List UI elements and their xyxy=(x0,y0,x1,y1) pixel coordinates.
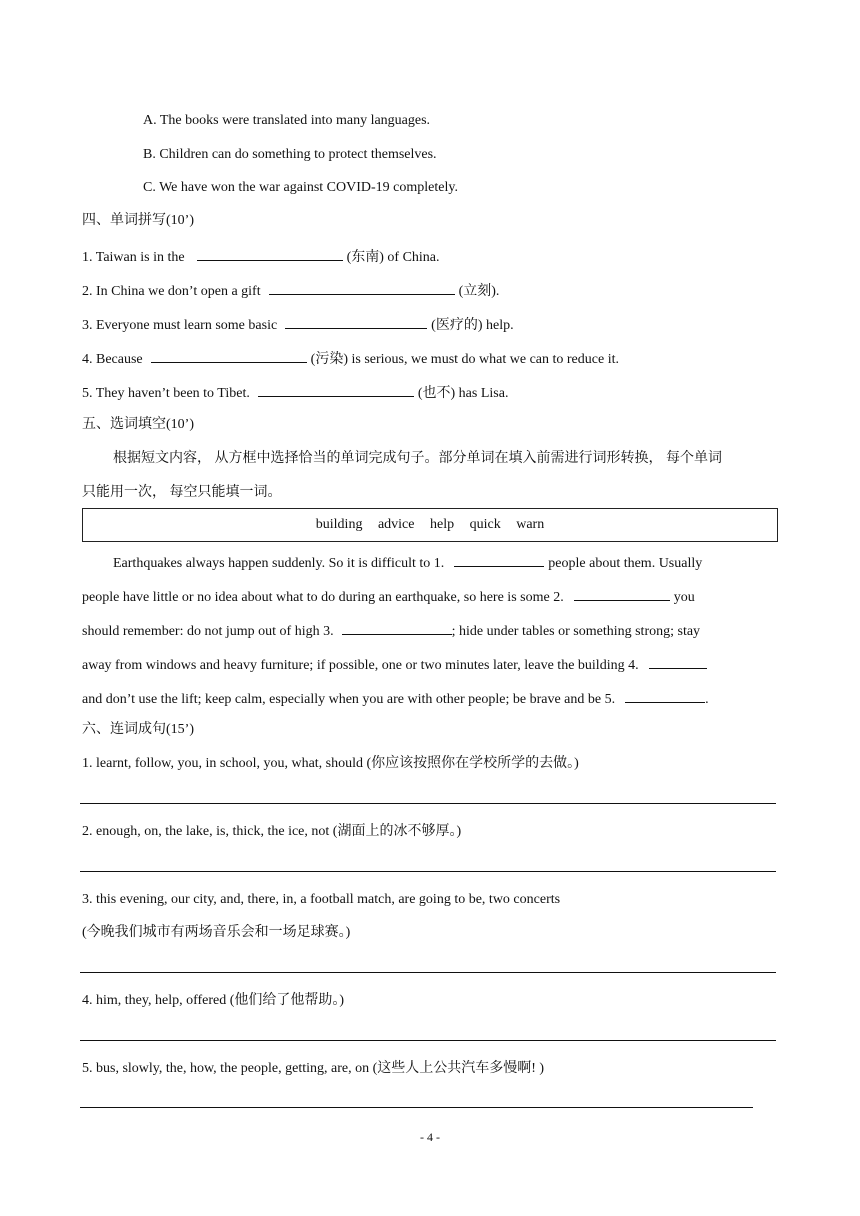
spelling-item-text: 1. Taiwan is in the xyxy=(82,250,185,265)
answer-line-1[interactable] xyxy=(80,803,776,804)
sentence-question-3-translation: (今晚我们城市有两场音乐会和一场足球赛。) xyxy=(82,925,351,940)
answer-line-2[interactable] xyxy=(80,871,776,872)
word-bank-item: quick xyxy=(469,517,501,532)
section-title-fill-in: 五、选词填空(10’) xyxy=(82,417,194,432)
sentence-question-2: 2. enough, on, the lake, is, thick, the ice, not (湖面上的冰不够厚。) xyxy=(82,824,462,839)
passage-text: you xyxy=(673,590,695,605)
spelling-item-text: 2. In China we don’t open a gift xyxy=(82,284,261,299)
passage-text: people about them. Usually xyxy=(548,556,703,571)
word-bank xyxy=(82,508,778,542)
instructions-line-2: 只能用一次， 每空只能填一词。 xyxy=(82,485,282,500)
spelling-item-text: 5. They haven’t been to Tibet. xyxy=(82,386,250,401)
answer-blank[interactable] xyxy=(285,316,427,329)
word-bank-item: building xyxy=(315,517,363,532)
answer-blank[interactable] xyxy=(258,384,414,397)
option-a: A. The books were translated into many languages. xyxy=(143,113,431,128)
instructions-line-1: 根据短文内容， 从方框中选择恰当的单词完成句子。部分单词在填入前需进行词形转换， 每个单词 xyxy=(113,451,722,466)
spelling-item-2 xyxy=(82,282,499,299)
spelling-item-1 xyxy=(82,248,440,265)
section-title-sentence-building: 六、连词成句(15’) xyxy=(82,722,194,737)
spelling-item-3 xyxy=(82,316,514,333)
passage-text: people have little or no idea about what to do during an earthquake, so here is some 2. xyxy=(82,590,564,605)
passage-line-5 xyxy=(82,690,709,707)
spelling-item-hint: (污染) is serious, we must do what we can to reduce it. xyxy=(310,352,619,367)
sentence-question-3: 3. this evening, our city, and, there, in, a football match, are going to be, two concerts xyxy=(82,892,561,907)
passage-text: ; hide under tables or something strong; stay xyxy=(451,624,701,639)
answer-line-5[interactable] xyxy=(80,1107,753,1108)
passage-line-4 xyxy=(82,656,711,673)
spelling-item-hint: (东南) of China. xyxy=(346,250,440,265)
spelling-item-text: 4. Because xyxy=(82,352,143,367)
sentence-question-1: 1. learnt, follow, you, in school, you, what, should (你应该按照你在学校所学的去做。) xyxy=(82,756,579,771)
passage-blank-2[interactable] xyxy=(574,588,670,601)
spelling-item-text: 3. Everyone must learn some basic xyxy=(82,318,278,333)
passage-line-2 xyxy=(82,588,695,605)
word-bank-item: warn xyxy=(516,517,545,532)
spelling-item-4 xyxy=(82,350,619,367)
answer-blank[interactable] xyxy=(197,248,343,261)
word-bank-item: advice xyxy=(377,517,415,532)
passage-text: and don’t use the lift; keep calm, especially when you are with other people; be brave and be 5. xyxy=(82,692,616,707)
section-title-spelling: 四、单词拼写(10’) xyxy=(82,213,194,228)
answer-line-4[interactable] xyxy=(80,1040,776,1041)
answer-blank[interactable] xyxy=(269,282,455,295)
passage-text: should remember: do not jump out of high 3. xyxy=(82,624,334,639)
option-b: B. Children can do something to protect themselves. xyxy=(143,147,437,162)
passage-text: away from windows and heavy furniture; if possible, one or two minutes later, leave the building 4. xyxy=(82,658,639,673)
option-c: C. We have won the war against COVID-19 completely. xyxy=(143,180,458,195)
sentence-question-4: 4. him, they, help, offered (他们给了他帮助。) xyxy=(82,993,345,1008)
passage-blank-1[interactable] xyxy=(454,554,544,567)
spelling-item-hint: (医疗的) help. xyxy=(431,318,514,333)
answer-line-3[interactable] xyxy=(80,972,776,973)
word-bank-item: help xyxy=(429,517,455,532)
passage-blank-4[interactable] xyxy=(649,656,707,669)
page-number: - 4 - xyxy=(420,1130,440,1144)
passage-blank-5[interactable] xyxy=(625,690,705,703)
passage-text: . xyxy=(705,692,709,707)
spelling-item-hint: (立刻). xyxy=(458,284,500,299)
sentence-question-5: 5. bus, slowly, the, how, the people, getting, are, on (这些人上公共汽车多慢啊! ) xyxy=(82,1061,545,1076)
passage-line-1 xyxy=(113,554,702,571)
answer-blank[interactable] xyxy=(151,350,307,363)
passage-text: Earthquakes always happen suddenly. So it is difficult to 1. xyxy=(113,556,445,571)
passage-line-3 xyxy=(82,622,700,639)
passage-blank-3[interactable] xyxy=(342,622,452,635)
spelling-item-5 xyxy=(82,384,508,401)
spelling-item-hint: (也不) has Lisa. xyxy=(417,386,509,401)
